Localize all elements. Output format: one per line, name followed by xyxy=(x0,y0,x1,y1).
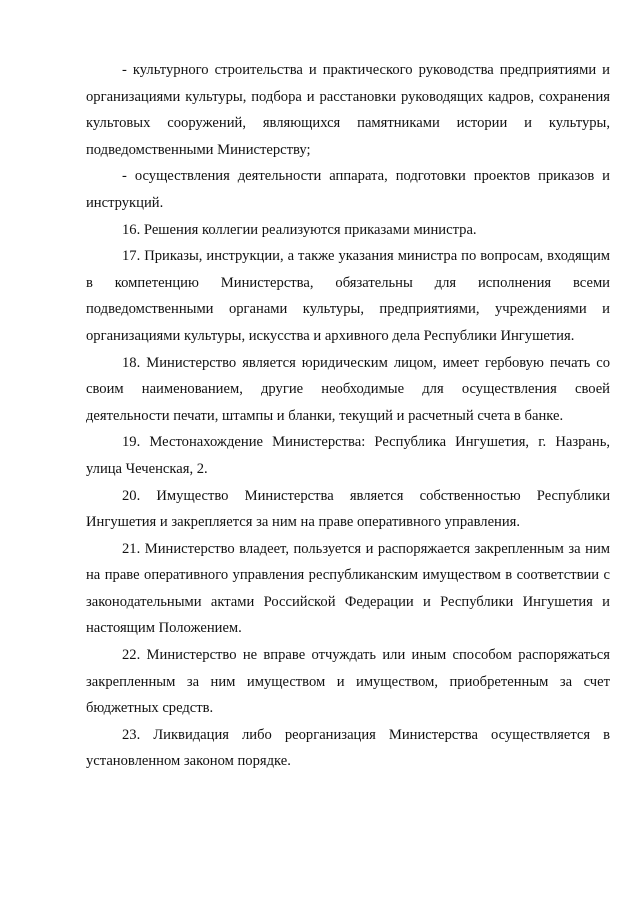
paragraph-21: 21. Министерство владеет, пользуется и распоряжается закрепленным за ним на праве оперативного управления республиканским имуществом в соответствии с законодательными актами Российской Федерации и Республики Ингушетия и настоящим Положением. xyxy=(86,540,610,637)
paragraph-cultural-construction: - культурного строительства и практического руководства предприятиями и организациями культуры, подбора и расстановки руководящих кадров, сохранения культовых сооружений, являющихся памятниками истории и культуры, подведомственными Министерству; xyxy=(86,62,610,158)
paragraph-18: 18. Министерство является юридическим лицом, имеет гербовую печать со своим наименованием, другие необходимые для осуществления своей деятельности печати, штампы и бланки, текущий и расчетный счета в банке. xyxy=(86,354,610,424)
paragraph-16: 16. Решения коллегии реализуются приказами министра. xyxy=(122,221,477,238)
paragraph-20: 20. Имущество Министерства является собственностью Республики Ингушетия и закрепляется за ним на праве оперативного управления. xyxy=(86,487,610,531)
document-body xyxy=(86,57,610,775)
paragraph-apparatus-activity: - осуществления деятельности аппарата, подготовки проектов приказов и инструкций. xyxy=(86,168,610,211)
paragraph-17: 17. Приказы, инструкции, а также указания министра по вопросам, входящим в компетенцию Министерства, обязательны для исполнения всеми подведомственными органами культуры, предприятиями, учреждениями и организациями культуры, искусства и архивного дела Республики Ингушетия. xyxy=(86,248,610,344)
paragraph-19: 19. Местонахождение Министерства: Республика Ингушетия, г. Назрань, улица Чеченская, 2. xyxy=(86,434,610,477)
paragraph-23: 23. Ликвидация либо реорганизация Министерства осуществляется в установленном законом порядке. xyxy=(86,726,610,770)
paragraph-22: 22. Министерство не вправе отчуждать или иным способом распоряжаться закрепленным за ним имуществом и имуществом, приобретенным за счет бюджетных средств. xyxy=(86,647,610,717)
